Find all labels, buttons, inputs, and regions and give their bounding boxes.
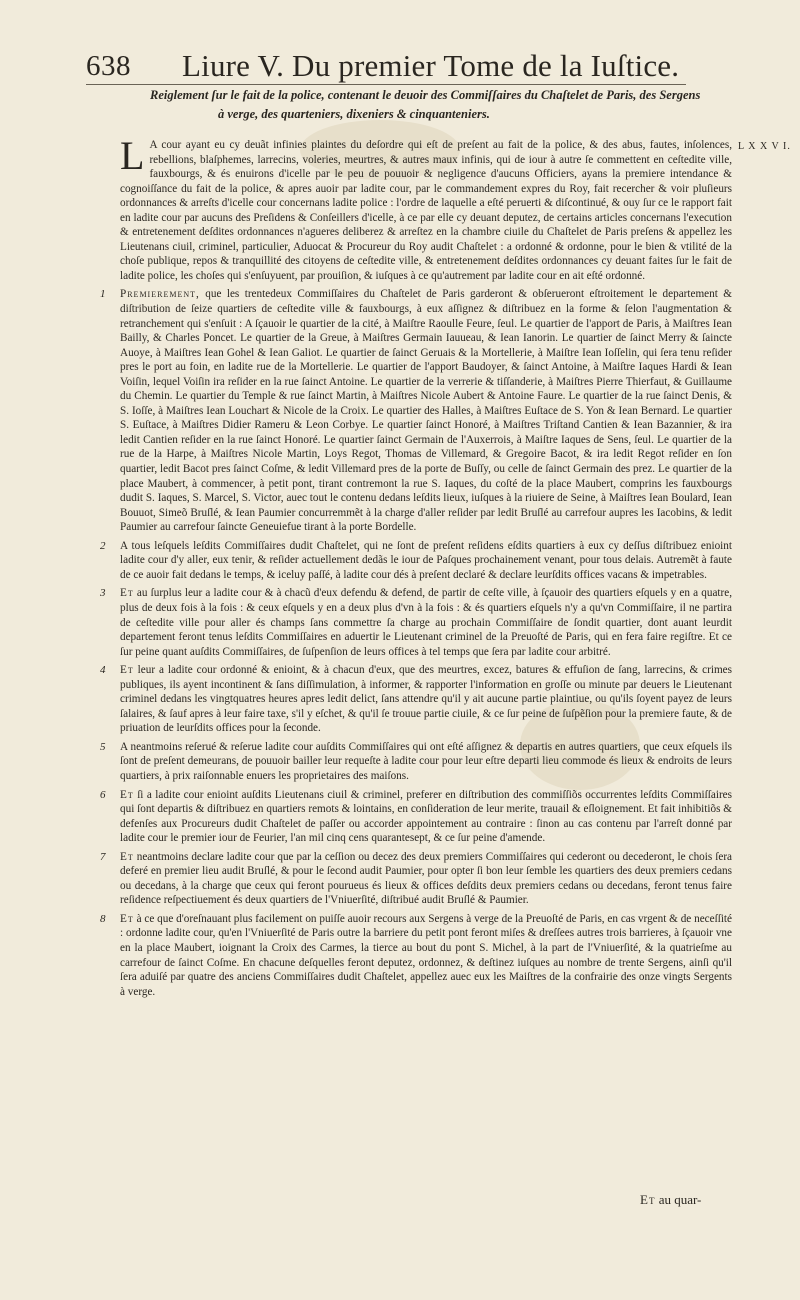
section-heading [150, 86, 710, 124]
paragraph [100, 539, 732, 583]
margin-note: L X X V I. [738, 141, 791, 152]
paragraph [100, 586, 733, 659]
article-number: 1 [100, 288, 106, 301]
paragraph-text: A tous leſquels leſdits Commiſſaires dudit Chaſtelet, qui ne ſont de preſent reſidens eſdits quartiers à eux cy deſſus diſtribuez enioint ladite cour d'y aller, eux tenir, & reſider actuellement dedãs le iour de Paſques prochainement venant, pour tous delais. Autremẽt à faute de ce auoir fait dedans le temps, & iceluy paſſé, à ladite cour dés à preſent declaré & declare leurſdits offices vacans & impetrables. [120, 539, 732, 581]
paragraph [100, 912, 732, 999]
article-number: 4 [100, 664, 106, 677]
catchword-text: au quar- [658, 1192, 702, 1207]
article-number: 6 [100, 788, 106, 801]
paragraph-text: neantmoins declare ladite cour que par la ceſſion ou decez des deux premiers Commiſſaires qui cederont ou decederont, le chois ſera deferé en premier lieu audit Bruſlé, & pour le ſecond audit Paumier, pour opter ſi bon leur ſemble les quartiers des deux premiers cedans ou decedans, à la charge que ceux qui feront pourueus és lieux & offices deſdits deux premiers cedans ou decedans, feront tenus faire reſidence reſpectiuement és deux quartiers de l'Vniuerſité, diſtribué audit Bruſlé & Paumier. [120, 850, 733, 907]
lead-word: Et [120, 912, 134, 925]
paragraph-text: à ce que d'oreſnauant plus facilement on puiſſe auoir recours aux Sergens à verge de la Preuoſté de Paris, en cas vrgent & de neceſſité : ordonne ladite cour, qu'en l'Vniuerſité de Paris outre la barriere du petit pont feront miſes & dreſſees autres trois barrieres, à ſçauoir vne en la place Maubert, ioignant la Croix des Carmes, la tierce au bout du pont S. Michel, à la part de l'Vniuerſité, & la quatrieſme au carrefour de ſainct Coſme. En chacune deſquelles feront deputez, ordonnez, & deſtinez iuſques au nombre de trente Sergens, ainſi qu'il ſera aduiſé par quatre des anciens Commiſſaires dudit Chaſtelet, appellez auec eux les Maiſtres de la confrairie des onze vingts Sergents à verge. [120, 912, 732, 998]
paragraph-text: que les trentedeux Commiſſaires du Chaſtelet de Paris garderont & obſerueront eſtroitement le departement & diſtribution de ſeize quartiers de ceſtedite ville & fauxbourgs, à eux aſſignez & diſtribuez en la forme & ſelon l'augmentation & retranchement qui s'enſuit : A ſçauoir le quartier de la cité, à Maiſtre Raoulle Feure, ſeul. Le quartier de l'apport de Paris, à Maiſtres Iean Bailly, & Charles Poncet. Le quartier de la Greue, à Maiſtres Germain Iauueau, & Iean Ianorin. Le quartier de ſainct Merry & ſaincte Auoye, à Maiſtres Iean Gohel & Iean Galiot. Le quartier de ſainct Geruais & la Mortellerie, à Maiſtre Iean Ioſſelin, qui ſera tenu reſider pres le port au foin, en ladite rue de la Mortellerie. Le quartier de l'apport Baudoyer, & ſainct Antoine, à Maiſtre Iaques Hardi & Iean Voiſin, lequel Voiſin ira reſider en la rue ſainct Antoine. Le quartier de la verrerie & tiſſanderie, à Maiſtres Pierre Thierfaut, & Guillaume du Chemin. Le quartier du Temple & rue ſainct Martin, à Maiſtres Nicole Aubert & Antoine Faure. Le quartier de la rue ſainct Denis, & S. Ioſſe, à Maiſtres Iean Louchart & Nicole de la Croix. Le quartier des Halles, à Maiſtres Euſtace de S. Yon & Iean Bernard. Le quartier S. Euſtace, à Maiſtres Didier Rameru & Leon Corbye. Le quartier ſainct Honoré, à Maiſtres Triſtand Cantien & Iean Bazannier, & ira ledit Cantien reſider en la rue ſainct Honoré. Le quartier ſainct Germain de l'Auxerrois, à Maiſtre Iaques de Sens, ſeul. Le quartier de la rue de la Harpe, à Maiſtres Nicole Martin, Loys Regot, Thomas de Villemard, & Gregoire Bacot, & ira ledit Regot reſider en ſon quartier, ledit Bacot pres ſainct Coſme, & ledit Villemard pres de la porte de Buſſy, ou celle de ſainct Germain des prez. Le quartier de la place Maubert, à commencer, à petit pont, tirant contremont la rue S. Iaques, du coſté de la place Maubert, comprins les fauxbourgs dudit S. Iaques, S. Marcel, S. Victor, auec tout le contenu dedans leſdits lieux, iuſques à la riuiere de Seine, à Maiſtres Iean Boulard, Iean Bouuot, Simeõ Bruſlé, & Iean Paumier concurremmẽt à la charge d'aller reſider par ledit Bruſlé au carrefour aupres les Iacobins, & ledit Paumier au carrefour ſaincte Geneuiefue tirant à la porte Bordelle. [120, 288, 732, 534]
paragraph-text: au ſurplus leur a ladite cour & à chacũ d'eux defendu & defend, de partir de ceſte ville, à ſçauoir des quartiers eſquels y en a quatre, plus de deux fois à la fois : & ceux eſquels y en a deux plus d'vn à la fois : & és quartiers eſquels n'y a qu'vn Commiſſaire, il ne partira de ceſtedite ville pour aller és champs ſans commettre ſa charge au prochain Commiſſaire de ſondit quartier, dont auant leurdit departement feront tenus leſdits Commiſſaires en aduertir le Lieutenant criminel de la Preuoſté de Paris, qui en fera faire regiſtre. Et ce ſur peine quant auſdits Commiſſaires, de ſuſpenſion de leurs offices à tel temps que ſera par ladite cour arbitré. [120, 587, 733, 658]
catchword-lead: Et [640, 1192, 656, 1207]
lead-word: Et [120, 664, 134, 677]
article-number: 3 [100, 587, 106, 600]
article-number: 8 [100, 912, 106, 925]
paragraph [120, 133, 732, 283]
body-text [100, 133, 791, 1003]
article-number: 7 [100, 850, 106, 863]
heading-line-2: à verge, des quarteniers, dixeniers & cinquanteniers. [218, 107, 490, 121]
paragraph-text: ſi a ladite cour enioint auſdits Lieutenans ciuil & criminel, preferer en diſtribution des commiſſiõs occurrentes leſdits Commiſſaires qui ſont departis & diſtribuez en quartiers remots & lointains, en conſideration de leur merite, trauail & eſloignement. Et fait inhibitiõs & defenſes aux Procureurs dudit Chaſtelet de paſſer ou accorder appointement au contraire : ſinon au cas contenu par l'arreſt donné par ladite cour le premier iour de Feurier, l'an mil cinq cens quarantesept, & ce ſur peine d'amende. [120, 788, 732, 845]
lead-word: Et [120, 587, 134, 600]
paragraph-text: leur a ladite cour ordonné & enioint, & à chacun d'eux, que des meurtres, excez, batures & effuſion de ſang, larrecins, & crimes publiques, ils ayent incontinent & ſans diſſimulation, à informer, & rapporter l'information en groſſe ou minute par deuers le Lieutenant criminel dedans les vingtquatres heures apres ledit delict, ſans attendre qu'il y ait aucune partie plaintiue, ou qu'ils ſoyent payez de leurs ſalaires, & ſauf apres à leur faire taxe, s'il y eſchet, & qu'il ſe trouue partie ciuile, & ce ſur peine de ſuſpẽſion pour la premiere faute, & de priuation de leurſdits offices pour la ſeconde. [120, 664, 732, 735]
lead-word: Et [120, 850, 134, 863]
paragraph-text: A neantmoins reſerué & reſerue ladite cour auſdits Commiſſaires qui ont eſté aſſignez & departis en autres quartiers, que ceux eſquels ils ſont de preſent demeurans, de pouuoir bailler leur requeſte à ladite cour pour leur eſtre departi lieu commode és lieux & endroits de leurs quartiers, à prix raiſonnable enuers les proprietaires des maiſons. [120, 740, 732, 782]
paragraph [100, 850, 733, 908]
page-number: 638 [86, 50, 131, 82]
lead-word: Et [120, 788, 134, 801]
header-rule [86, 84, 686, 85]
running-title: Liure V. Du premier Tome de la Iuſtice. [182, 48, 680, 83]
article-number: 2 [100, 539, 106, 552]
paragraph [100, 287, 732, 534]
article-number: 5 [100, 740, 106, 753]
lead-word: Premierement, [120, 288, 200, 301]
paragraph [100, 740, 732, 784]
paragraph [100, 788, 732, 846]
paragraph [100, 663, 732, 736]
catchword [640, 1192, 701, 1208]
drop-cap: L [120, 133, 145, 178]
heading-line-1: Reiglement ſur le fait de la police, contenant le deuoir des Commiſſaires du Chaſtelet de Paris, des Sergens [150, 88, 701, 102]
paragraph-text: A cour ayant eu cy deuãt infinies plaintes du deſordre qui eſt de preſent au fait de la police, & des abus, fautes, inſolences, rebellions, blaſphemes, larrecins, voleries, meurtres, & autres maux infinis, qui de iour à autre ſe commettent en ceſtedite ville, fauxbourgs, & és enuirons d'icelle par le peu de pouuoir & negligence d'aucuns Officiers, ayans la premiere intendance & cognoiſſance du fait de la police, & apres auoir par ladite cour, par le commandement expres du Roy, fait recercher & voir pluſieurs ordonnances & arreſts d'icelle cour concernans ladite police : l'ordre de laquelle a eſté peruerti & diſcontinué, & ouy ſur ce le rapport fait en ladite cour par aucuns des Preſidens & Conſeillers d'icelle, à ce par elle cy deuant deputez, de certains articles concernans l'execution & entretenement deſdites ordonnances n'agueres deliberez & arreſtez en la chambre ciuile du Chaſtelet de Paris preſens & appellez les Lieutenans ciuil, criminel, particulier, Aduocat & Procureur du Roy audit Chaſtelet : a ordonné & ordonne, pour le bien & vtilité de la choſe publique, repos & tranquillité des citoyens de ceſtedite ville, & entretenement deſdites ordonnances cy deuant faites ſur le fait de ladite police, les choſes qui s'enſuyuent, par prouiſion, & iuſques à ce qu'autrement par ladite cour en ait eſté ordonné. [120, 139, 732, 282]
